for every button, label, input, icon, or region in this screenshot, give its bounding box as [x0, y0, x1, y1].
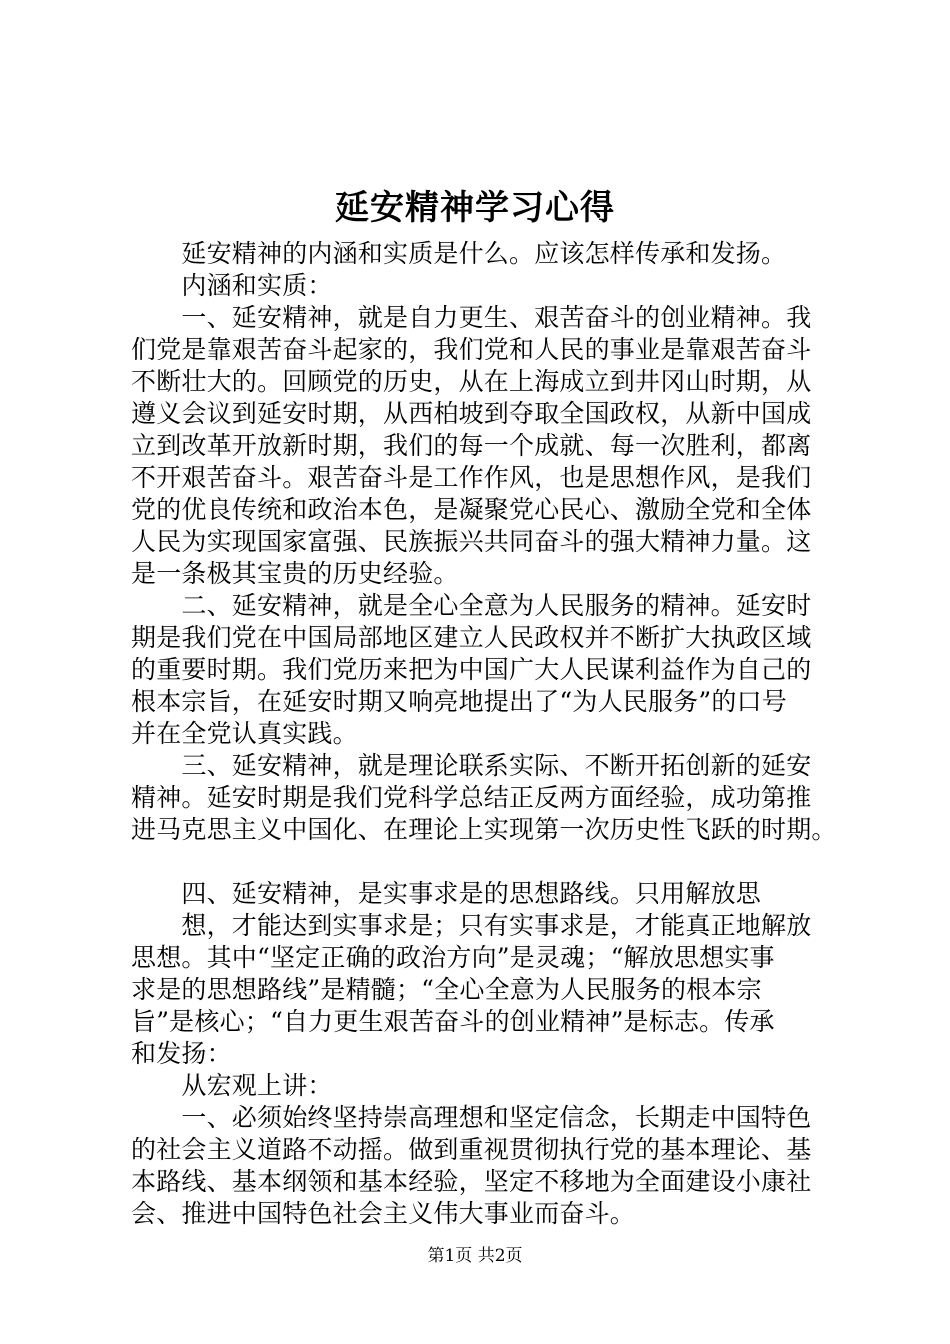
page-footer: 第1页 共2页 — [427, 1246, 523, 1266]
text-line: 是一条极其宝贵的历史经验。 — [131, 559, 459, 588]
text-line: 会、推进中国特色社会主义伟大事业而奋斗。 — [131, 1199, 636, 1228]
text-line: 本路线、基本纲领和基本经验，坚定不移地为全面建设小康社 — [131, 1167, 812, 1196]
text-line: 二、延安精神，就是全心全意为人民服务的精神。延安时 — [131, 591, 812, 620]
text-line: 延安精神的内涵和实质是什么。应该怎样传承和发扬。 — [131, 239, 787, 268]
text-line: 和发扬： — [131, 1039, 232, 1068]
document-title: 延安精神学习心得 — [335, 188, 615, 228]
text-line: 精神。延安时期是我们党科学总结正反两方面经验，成功第推 — [131, 783, 812, 812]
text-line: 三、延安精神，就是理论联系实际、不断开拓创新的延安 — [131, 751, 812, 780]
text-line: 求是的思想路线”是精髓；“全心全意为人民服务的根本宗 — [131, 975, 762, 1004]
text-line: 的重要时期。我们党历来把为中国广大人民谋利益作为自己的 — [131, 655, 812, 684]
text-line: 一、延安精神，就是自力更生、艰苦奋斗的创业精神。我 — [131, 303, 812, 332]
text-line: 人民为实现国家富强、民族振兴共同奋斗的强大精神力量。这 — [131, 527, 812, 556]
text-line: 们党是靠艰苦奋斗起家的，我们党和人民的事业是靠艰苦奋斗 — [131, 335, 812, 364]
text-line: 进马克思主义中国化、在理论上实现第一次历史性飞跃的时期。 — [131, 815, 837, 844]
text-line: 的社会主义道路不动摇。做到重视贯彻执行党的基本理论、基 — [131, 1135, 812, 1164]
text-line: 根本宗旨，在延安时期又响亮地提出了“为人民服务”的口号 — [131, 687, 787, 716]
text-line: 不开艰苦奋斗。艰苦奋斗是工作作风，也是思想作风，是我们 — [131, 463, 812, 492]
text-line: 党的优良传统和政治本色，是凝聚党心民心、激励全党和全体 — [131, 495, 812, 524]
text-line: 四、延安精神，是实事求是的思想路线。只用解放思 — [131, 879, 762, 908]
text-line: 内涵和实质： — [131, 271, 333, 300]
text-line: 并在全党认真实践。 — [131, 719, 358, 748]
text-line: 从宏观上讲： — [131, 1071, 333, 1100]
text-line: 思想。其中“坚定正确的政治方向”是灵魂；“解放思想实事 — [131, 943, 775, 972]
text-line: 立到改革开放新时期，我们的每一个成就、每一次胜利，都离 — [131, 431, 812, 460]
text-line: 想，才能达到实事求是；只有实事求是，才能真正地解放 — [131, 911, 812, 940]
text-line: 期是我们党在中国局部地区建立人民政权并不断扩大执政区域 — [131, 623, 812, 652]
text-line: 旨”是核心；“自力更生艰苦奋斗的创业精神”是标志。传承 — [131, 1007, 775, 1036]
text-line: 一、必须始终坚持崇高理想和坚定信念，长期走中国特色 — [131, 1103, 812, 1132]
text-line: 遵义会议到延安时期，从西柏坡到夺取全国政权，从新中国成 — [131, 399, 812, 428]
text-line: 不断壮大的。回顾党的历史，从在上海成立到井冈山时期，从 — [131, 367, 812, 396]
